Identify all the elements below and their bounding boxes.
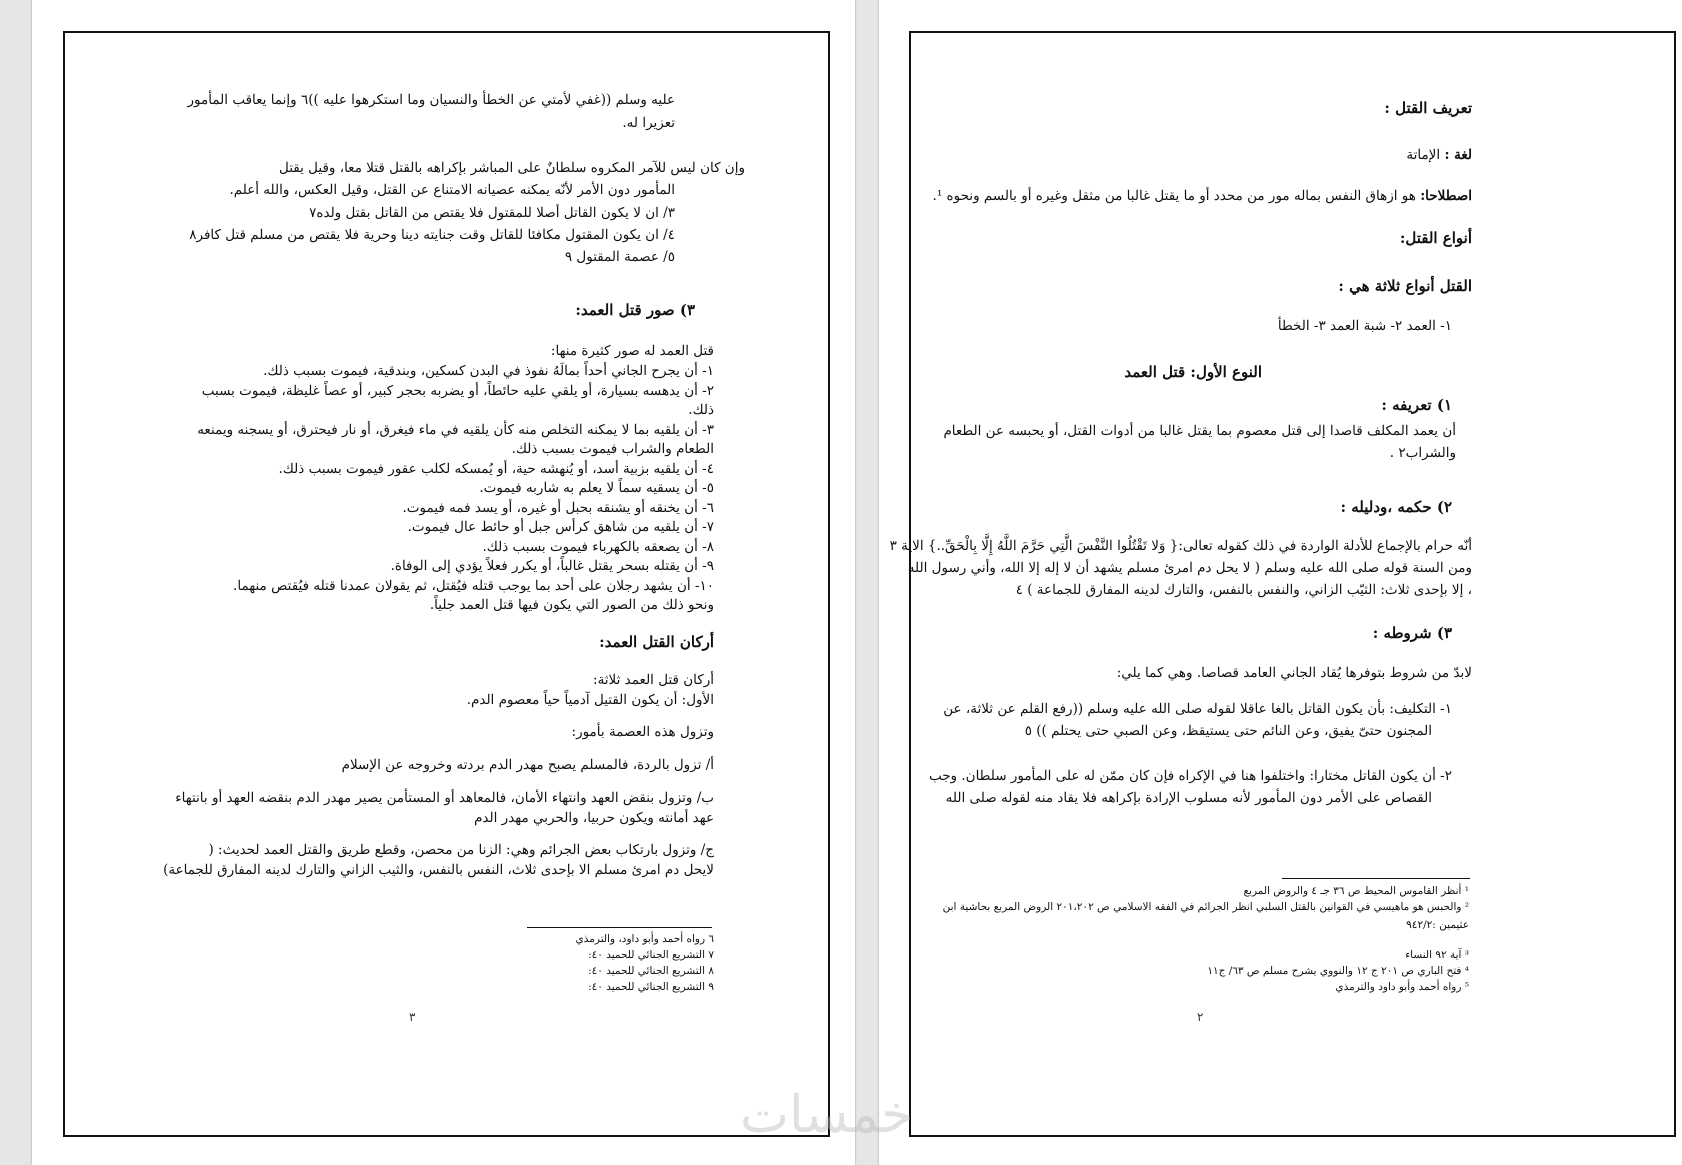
paragraph-line: ج/ وتزول بارتكاب بعض الجرائم وهي: الزنا من محصن، وقطع طريق والقتل العمد لحديث: ( [208, 842, 714, 858]
definition-line [1406, 145, 1472, 165]
footnote: ⁵ رواه أحمد وأبو داود والترمذي [1335, 981, 1469, 993]
paragraph-line: عهد أمانته ويكون حربيا، والحربي مهدر الدم [474, 810, 714, 826]
list-item: القصاص على الأمر دون المأمور لأنه مسلوب الإرادة بإكراهه فلا يقاد منه لقوله صلى الله [945, 790, 1432, 806]
list-item: ٣- أن يلقيه بما لا يمكنه التخلص منه كأن يلقيه في ماء فيغرق، أو نار فيحترق، أو يسجنه ويمنعه [197, 422, 714, 438]
paragraph-line: ، إلا بإحدى ثلاث: الثيّب الزاني، والنفس بالنفس، والتارك لدينه المفارق للجماعة ) ٤ [1015, 582, 1472, 598]
paragraph-line: أنّه حرام بالإجماع للأدلة الواردة في ذلك كقوله تعالى:{ وَلا تَقْتُلُوا النَّفْسَ الَّتِي حَرَّمَ اللَّهُ إِلَّا بِالْحَقِّ..} الاية ٣ [889, 538, 1472, 554]
list-item: ١- التكليف: بأن يكون القاتل بالغا عاقلا لقوله صلى الله عليه وسلم ((رفع القلم عن ثلاثة، عن [943, 701, 1452, 717]
footnote-separator [1282, 878, 1470, 879]
section-heading: ٣) شروطه : [1372, 624, 1452, 642]
paragraph-line: لابدّ من شروط بتوفرها يُقاد الجاني العامد قصاصا. وهي كما يلي: [1116, 665, 1472, 681]
document-page-2 [879, 0, 1682, 1165]
footnote: ⁴ فتح الباري ص ٢٠١ ج ١٢ والنووي يشرح مسلم ص ٦٣/ ج١١ [1207, 965, 1469, 977]
paragraph-line: قتل العمد له صور كثيرة منها: [550, 343, 714, 359]
list-item: ٢- أن يكون القاتل مختارا: واختلفوا هنا في الإكراه فإن كان ممّن له على المأمور سلطان. وجب [928, 768, 1452, 784]
footnote: ³ آية ٩٢ النساء [1405, 949, 1469, 961]
footnote: ٩ التشريع الجنائي للحميد ٤٠: [588, 981, 714, 993]
page-number: ٣ [409, 1010, 416, 1024]
definition-label: لغة : [1444, 147, 1472, 163]
definition-label: اصطلاحا: [1420, 188, 1472, 204]
definition-line [933, 186, 1472, 206]
section-heading: تعريف القتل : [1384, 99, 1472, 117]
list-item: ونحو ذلك من الصور التي يكون فيها قتل العمد جلياً. [429, 597, 714, 613]
section-heading: ١) تعريفه : [1381, 396, 1452, 414]
list-item: ٧- أن يلقيه من شاهق كرأس جبل أو حائط عال فيموت. [407, 519, 714, 535]
section-heading: ٣) صور قتل العمد: [575, 301, 695, 319]
page-number: ٢ [1197, 1010, 1204, 1024]
footnote-separator [527, 927, 712, 928]
paragraph-line: أ/ تزول بالردة، فالمسلم يصبح مهدر الدم بردته وخروجه عن الإسلام [341, 757, 714, 773]
list-item: ذلك. [688, 402, 714, 418]
paragraph-line: لايحل دم امرئ مسلم الا بإحدى ثلاث، النفس بالنفس، والثيب الزاني والتارك لدينه المفارق للجماعة) [163, 862, 714, 878]
definition-text: الإماتة [1406, 147, 1441, 163]
section-heading: أنواع القتل: [1399, 229, 1472, 247]
footnote: ² والحبس هو ماهيسي في القوانين بالقتل السلبي انظر الجرائم في الفقه الاسلامي ص ٢٠١،٢٠٢ الروض المربع بحاشية ابن [942, 901, 1469, 913]
list-item: ٥- أن يسقيه سماً لا يعلم به شاربه فيموت. [479, 480, 714, 496]
footnote: ٦ رواه أحمد وأبو داود، والترمذي [575, 933, 714, 945]
section-heading: ٢) حكمه ،ودليله : [1340, 498, 1452, 516]
paragraph-line: ب/ وتزول بنقض العهد وانتهاء الأمان، فالمعاهد أو المستأمن يصير مهدر الدم بنقضه العهد أو بانتهاء [175, 790, 714, 806]
paragraph-line: وإن كان ليس للآمر المكروه سلطانٌ على المباشر بإكراهه بالقتل قتلا معا، وقيل يقتل [278, 160, 745, 176]
list-item: ٤- أن يلقيه بزبية أسد، أو يُنهشه حية، أو يُمسكه لكلب عقور فيموت بسبب ذلك. [278, 461, 714, 477]
list-item: ١٠- أن يشهد رجلان على أحد بما يوجب قتله فيُقتل، ثم يقولان عمدنا قتله فيُقتص منهما. [233, 578, 714, 594]
list-item: ١- العمد ٢- شبة العمد ٣- الخطأ [1277, 318, 1452, 334]
footnote: ¹ أنظر القاموس المحيط ص ٣٦ جـ ٤ والروض المربع [1243, 885, 1469, 897]
condition-line: ٤/ ان يكون المقتول مكافئا للقاتل وقت جنايته دينا وحرية فلا يقتص من مسلم قتل كافر٨ [189, 227, 675, 243]
list-item: ٩- أن يقتله بسحر يقتل غالباً، أو يكرر فعلاً يؤدي إلى الوفاة. [390, 558, 714, 574]
list-item: الطعام والشراب فيموت بسبب ذلك. [511, 441, 714, 457]
paragraph-line: ومن السنة قوله صلى الله عليه وسلم ( لا يحل دم امرئ مسلم يشهد أن لا إله إلا الله، وأني رسول الله [907, 560, 1472, 576]
list-item: ٢- أن يدهسه بسيارة، أو يلقي عليه حائطاً، أو يضربه بحجر كبير، أو عصاً غليظة، فيموت بسبب [201, 383, 714, 399]
paragraph-line: أركان قتل العمد ثلاثة: [593, 672, 714, 688]
document-page-3 [32, 0, 855, 1165]
paragraph-line: عليه وسلم ((غفي لأمتي عن الخطأ والنسيان وما استكرهوا عليه ))٦ وإنما يعاقب المأمور [187, 92, 675, 108]
section-heading: أركان القتل العمد: [599, 633, 714, 651]
section-heading: النوع الأول: قتل العمد [1124, 363, 1262, 381]
paragraph-line: الأول: أن يكون القتيل آدمياً حياً معصوم الدم. [466, 692, 714, 708]
watermark-logo: خمسات [740, 1085, 914, 1145]
definition-text: هو ازهاق النفس بماله مور من محدد أو ما يقتل غالبا من مثقل وغيره أو بالسم ونحوه ¹. [932, 188, 1416, 204]
section-heading: القتل أنواع ثلاثة هي : [1338, 277, 1472, 295]
footnote: عثيمين :٩٤٢/٢ [1406, 919, 1469, 931]
list-item: المجنون حتىّ يفيق، وعن النائم حتى يستيقظ، وعن الصبي حتى يحتلم )) ٥ [1024, 723, 1432, 739]
paragraph-line: وتزول هذه العصمة بأمور: [571, 724, 714, 740]
list-item: ٨- أن يصعقه بالكهرباء فيموت بسبب ذلك. [482, 539, 714, 555]
paragraph-line: المأمور دون الأمر لأنّه يمكنه عصيانه الامتناع عن القتل، وقيل العكس، والله أعلم. [229, 182, 675, 198]
list-item: ١- أن يجرح الجاني أحداً بمالَهُ نفوذ في البدن كسكين، وبندقية، فيموت بسبب ذلك. [263, 363, 714, 379]
paragraph-line: والشراب٢ . [1389, 445, 1456, 461]
condition-line: ٣/ ان لا يكون القاتل أصلا للمقتول فلا يقتص من القاتل بقتل ولده٧ [309, 205, 675, 221]
paragraph-line: تعزيرا له. [622, 115, 675, 131]
footnote: ٧ التشريع الجنائي للحميد ٤٠: [588, 949, 714, 961]
list-item: ٦- أن يخنقه أو يشنقه بحبل أو غيره، أو يسد فمه فيموت. [402, 500, 714, 516]
paragraph-line: أن يعمد المكلف قاصدا إلى قتل معصوم بما يقتل غالبا من أدوات القتل، أو يحبسه عن الطعام [943, 423, 1456, 439]
condition-line: ٥/ عصمة المقتول ٩ [564, 249, 675, 265]
footnote: ٨ التشريع الجنائي للحميد ٤٠: [588, 965, 714, 977]
